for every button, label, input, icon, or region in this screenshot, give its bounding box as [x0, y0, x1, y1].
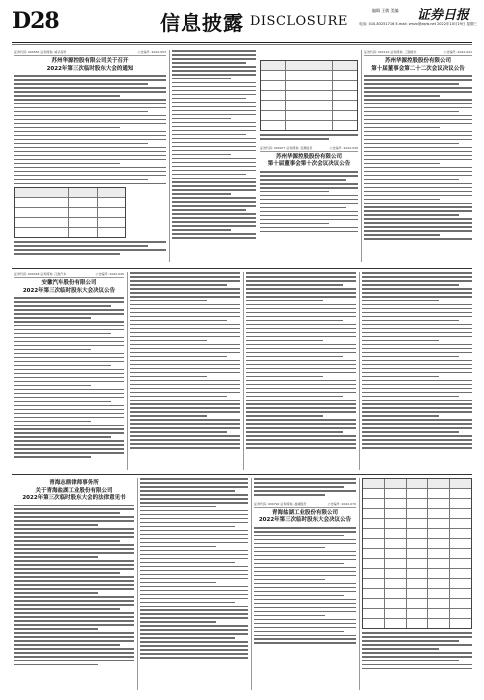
section-title-en: DISCLOSURE — [250, 14, 348, 29]
notice-subtitle: 2022年第三次临时股东大会决议公告 — [258, 517, 352, 524]
text-block — [14, 75, 166, 184]
column-divider — [359, 272, 360, 470]
notice-subtitle-2: 2022年第三次临时股东大会的法律意见书 — [22, 495, 126, 501]
notice-6 — [14, 272, 124, 470]
page-number: D28 — [12, 8, 59, 34]
section-divider — [12, 474, 472, 475]
section-middle — [12, 272, 472, 472]
column-divider — [361, 50, 362, 262]
notice-meta — [260, 146, 358, 152]
notice-continued — [172, 50, 256, 262]
masthead — [12, 6, 477, 42]
masthead-meta: 电话: 010-83251716 E-mail: zmzx@zqrb.net 2022年10月19日 星期三 — [359, 22, 477, 26]
notice-title: 安徽汽车股份有限公司 — [41, 280, 97, 286]
meta-right: 公告编号: 2022-036 — [329, 145, 358, 150]
section-title-cn: 信息披露 — [160, 11, 244, 35]
section-bottom — [12, 478, 472, 693]
notice-meta — [364, 50, 472, 56]
meta-right: 公告编号: 2022-070 — [327, 501, 356, 506]
notice-4 — [260, 50, 358, 262]
column-divider — [243, 272, 244, 470]
column-divider — [251, 478, 252, 690]
notice-8 — [254, 478, 356, 690]
notice-6-continued-2 — [246, 272, 356, 470]
notice-8-table — [362, 478, 472, 690]
notice-meta — [254, 502, 356, 508]
notice-meta — [14, 272, 124, 278]
meta-left: 证券代码: 600418 证券简称: 江淮汽车 — [14, 272, 67, 276]
notice-6-continued-3 — [362, 272, 472, 470]
notice-title: 苏州华源控股股份有限公司 — [275, 153, 342, 160]
column-divider — [137, 478, 138, 690]
notice-title: 苏州华源控股股份有限公司 — [384, 58, 451, 64]
notice-title: 青海志鼎律师事务所 — [49, 480, 99, 486]
section-divider — [12, 268, 472, 269]
meta-left: 证券代码: 000581 证券简称: 威孚高科 — [14, 50, 67, 54]
newspaper-logo: 证券日报 — [417, 8, 470, 23]
notice-5 — [364, 50, 472, 262]
notice-6-continued — [130, 272, 240, 470]
data-table — [362, 478, 472, 629]
masthead-rule — [12, 42, 472, 43]
editor-line: 编辑 王敏 美编 — [372, 8, 399, 13]
notice-subtitle: 关于青海盐湖工业股份有限公司 — [35, 487, 113, 494]
column-divider — [359, 478, 360, 690]
meta-left: 证券代码: 000792 证券简称: 盐湖股份 — [254, 501, 307, 506]
notice-meta — [14, 50, 166, 56]
notice-title: 苏州华源控股有限公司关于召开 — [51, 58, 129, 64]
notice-subtitle: 2022年第三次临时股东大会决议公告 — [22, 287, 116, 294]
column-divider — [169, 50, 170, 262]
meta-right: 公告编号: 2022-041 — [443, 50, 472, 54]
meta-left: 证券代码: 002110 证券简称: 三钢闽光 — [364, 50, 417, 54]
notice-1 — [14, 50, 166, 262]
meta-right: 公告编号: 2022-053 — [137, 50, 166, 54]
masthead-rule-thin — [12, 44, 472, 45]
notice-7-continued — [140, 478, 248, 690]
section-top — [12, 50, 472, 265]
notice-subtitle: 2022年第三次临时股东大会的通知 — [46, 65, 134, 72]
data-table — [14, 187, 126, 238]
notice-subtitle: 第十届董事会第二十二次会议决议公告 — [371, 65, 465, 72]
notice-7 — [14, 478, 134, 690]
notice-subtitle: 第十届董事会第十次会议决议公告 — [267, 161, 351, 168]
meta-right: 公告编号: 2022-045 — [95, 272, 124, 276]
data-table — [260, 60, 358, 131]
meta-left: 证券代码: 000977 证券简称: 浪潮信息 — [260, 145, 313, 150]
notice-title: 青海盐湖工业股份有限公司 — [271, 509, 338, 516]
column-divider — [127, 272, 128, 470]
